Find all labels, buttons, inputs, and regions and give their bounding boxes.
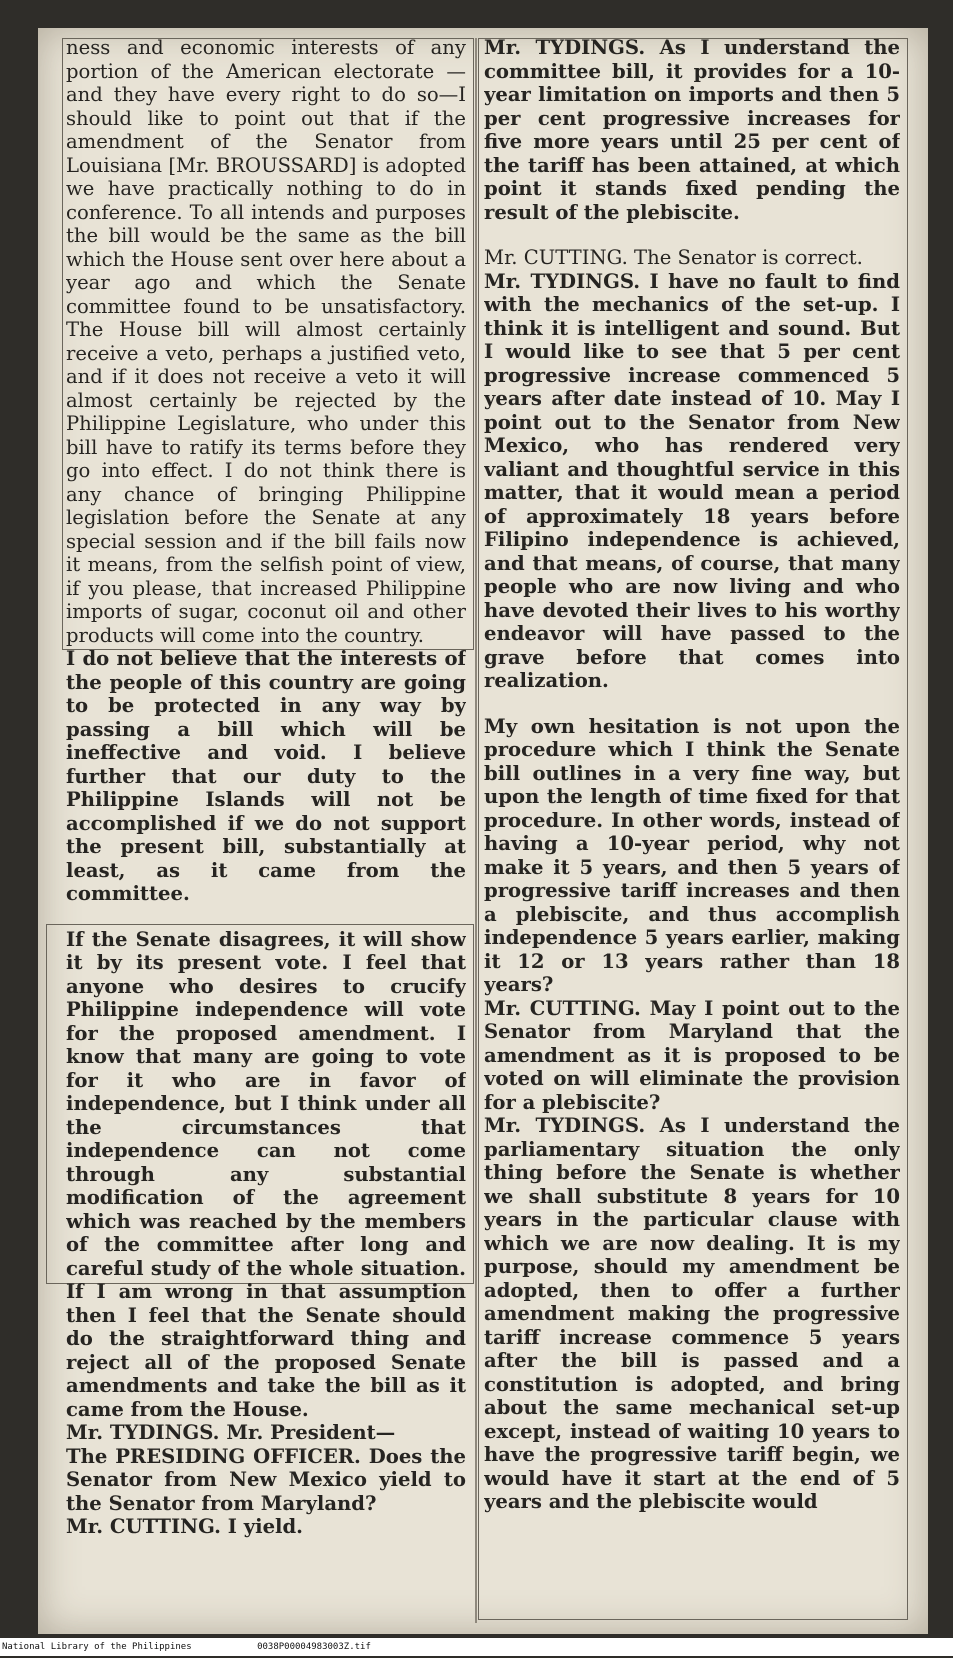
left-paragraph-2: I do not believe that the interests of the people of this country are going to be protected in any way by passing a bill which will be ineffective and void. I believe further that our duty to the Philippine Islands will not be accomplished if we do not support the present bill, substantially at least, as it came from the committee. <box>66 647 466 905</box>
left-paragraph-5: The PRESIDING OFFICER. Does the Senator from New Mexico yield to the Senator from Maryland? <box>66 1444 466 1515</box>
left-column <box>66 36 466 1628</box>
right-paragraph-4: My own hesitation is not upon the procedure which I think the Senate bill outlines in a very fine way, but upon the length of time fixed for that procedure. In other words, instead of having a 10-year period, why not make it 5 years, and then 5 years of progressive tariff increases and then a plebiscite, and thus accomplish independence 5 years earlier, making it 12 or 13 years rather than 18 years? <box>484 714 900 996</box>
paragraph-gap <box>66 906 466 928</box>
paragraph-gap <box>484 693 900 715</box>
paragraph-gap <box>484 224 900 246</box>
left-paragraph-6: Mr. CUTTING. I yield. <box>66 1515 303 1538</box>
right-paragraph-5: Mr. CUTTING. May I point out to the Senator from Maryland that the amendment as it is proposed to be voted on will eliminate the provision for a plebiscite? <box>484 996 900 1114</box>
right-paragraph-3: Mr. TYDINGS. I have no fault to find with the mechanics of the set-up. I think it is intelligent and sound. But I would like to see that 5 per cent progressive increase commenced 5 years after date instead of 10. May I point out to the Senator from New Mexico, who has rendered very valiant and thoughtful service in this matter, that it would mean a period of approximately 18 years before Filipino independence is achieved, and that means, of course, that many people who are now living and who have devoted their lives to his worthy endeavor will have passed to the grave before that comes into realization. <box>484 269 900 692</box>
right-column <box>484 36 900 1628</box>
left-paragraph-1: ness and economic interests of any portion of the American electorate —and they have every right to do so—I should like to point out that if the amendment of the Senator from Louisiana [Mr. BROUSSARD] is adopted we have practically nothing to do in conference. To all intends and purposes the bill would be the same as the bill which the House sent over here about a year ago and which the Senate committee found to be unsatisfactory. The House bill will almost certainly receive a veto, perhaps a justified veto, and if it does not receive a veto it will almost certainly be rejected by the Philippine Legislature, who under this bill have to ratify its terms before they go into effect. I do not think there is any chance of bringing Philippine legislation before the Senate at any special session and if the bill fails now it means, from the selfish point of view, if you please, that increased Philippine imports of sugar, coconut oil and other products will come into the country. <box>66 36 466 647</box>
newspaper-clipping <box>38 28 928 1634</box>
left-paragraph-3: If the Senate disagrees, it will show it by its present vote. I feel that anyone who desires to crucify Philippine independence will vote for the proposed amendment. I know that many are going to vote for it who are in favor of independence, but I think under all the circumstances that independence can not come through any substantial modification of the agreement which was reached by the members of the committee after long and careful study of the whole situation. If I am wrong in that assumption then I feel that the Senate should do the straightforward thing and reject all of the proposed Senate amendments and take the bill as it came from the House. <box>66 927 466 1421</box>
column-rule <box>475 38 477 1623</box>
footer-source: National Library of the Philippines <box>2 1642 192 1652</box>
scan-footer <box>0 1638 953 1656</box>
right-paragraph-6: Mr. TYDINGS. As I understand the parliamentary situation the only thing before the Senate is whether we shall substitute 8 years for 10 years in the particular clause with which we are now dealing. It is my purpose, should my amendment be adopted, then to offer a further amendment making the progressive tariff increase commence 5 years after the bill is passed and a constitution is adopted, and bring about the same mechanical set-up except, instead of waiting 10 years to have the progressive tariff begin, we would have it start at the end of 5 years and the plebiscite would <box>484 1114 900 1513</box>
right-paragraph-1: Mr. TYDINGS. As I understand the committee bill, it provides for a 10-year limitation on imports and then 5 per cent progressive increases for five more years until 25 per cent of the tariff has been attained, at which point it stands fixed pending the result of the plebiscite. <box>484 36 900 224</box>
left-paragraph-4: Mr. TYDINGS. Mr. President— <box>66 1421 396 1444</box>
right-paragraph-2: Mr. CUTTING. The Senator is correct. <box>484 246 863 269</box>
footer-file: 0038P00004983003Z.tif <box>257 1642 371 1652</box>
